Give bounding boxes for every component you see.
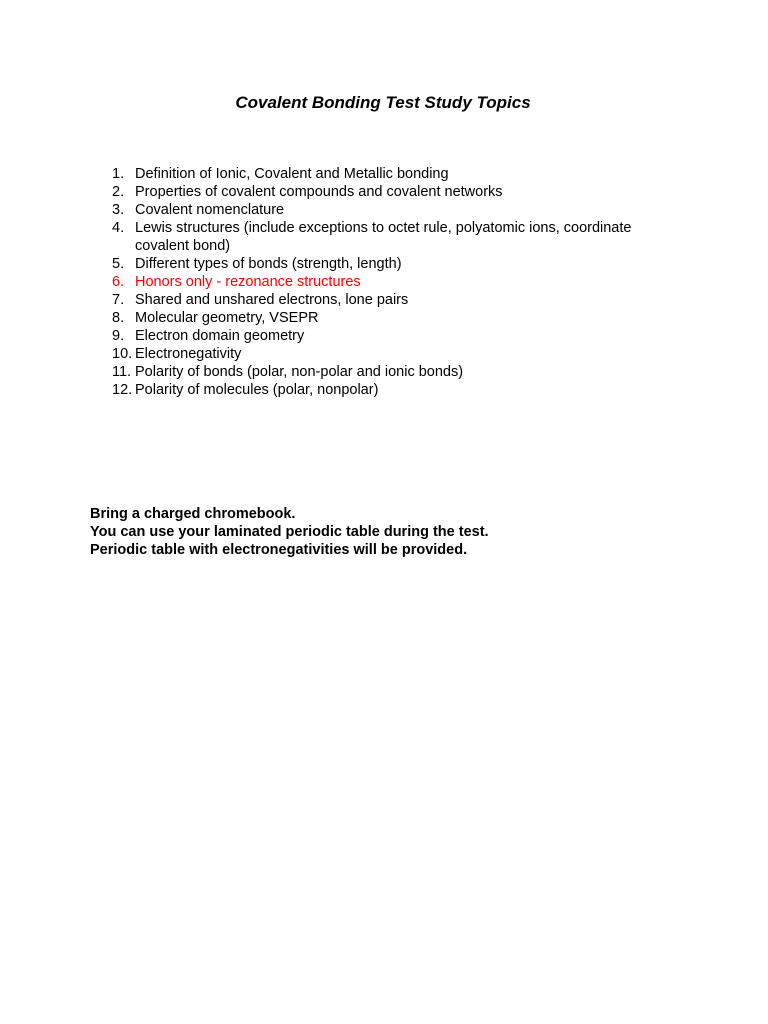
note-chromebook: Bring a charged chromebook. bbox=[90, 506, 296, 522]
list-item bbox=[112, 219, 672, 255]
list-item-text: Shared and unshared electrons, lone pairs bbox=[135, 292, 409, 308]
list-item-number: 7. bbox=[112, 292, 125, 308]
list-item-text: Different types of bonds (strength, length) bbox=[135, 256, 402, 272]
list-item-number: 1. bbox=[112, 166, 125, 182]
study-topics-list bbox=[112, 165, 672, 399]
list-item-number: 5. bbox=[112, 256, 125, 272]
test-notes bbox=[90, 505, 710, 559]
list-item-number: 11. bbox=[112, 364, 132, 380]
list-item bbox=[112, 165, 672, 183]
list-item bbox=[112, 363, 672, 381]
list-item bbox=[112, 327, 672, 345]
list-item-number: 4. bbox=[112, 220, 125, 236]
list-item-number: 12. bbox=[112, 382, 133, 398]
list-item-text: Polarity of bonds (polar, non-polar and ionic bonds) bbox=[135, 364, 464, 380]
list-item-number: 9. bbox=[112, 328, 125, 344]
list-item bbox=[112, 255, 672, 273]
list-item bbox=[112, 381, 672, 399]
list-item-text: Covalent nomenclature bbox=[135, 202, 285, 218]
list-item bbox=[112, 183, 672, 201]
list-item-number: 3. bbox=[112, 202, 125, 218]
list-item-text: Molecular geometry, VSEPR bbox=[135, 310, 319, 326]
note-electronegativity-table: Periodic table with electronegativities will be provided. bbox=[90, 542, 468, 558]
document-title: Covalent Bonding Test Study Topics bbox=[235, 93, 531, 112]
list-item-number: 6. bbox=[112, 274, 125, 290]
list-item-text: Lewis structures (include exceptions to octet rule, polyatomic ions, coordinate covalent bond) bbox=[135, 220, 632, 254]
list-item-text: Definition of Ionic, Covalent and Metallic bonding bbox=[135, 166, 449, 182]
list-item bbox=[112, 345, 672, 363]
list-item-number: 8. bbox=[112, 310, 125, 326]
list-item-text: Electron domain geometry bbox=[135, 328, 305, 344]
list-item-text: Properties of covalent compounds and covalent networks bbox=[135, 184, 503, 200]
list-item-text: Honors only - rezonance structures bbox=[135, 274, 361, 290]
list-item-number: 2. bbox=[112, 184, 125, 200]
list-item-text: Polarity of molecules (polar, nonpolar) bbox=[135, 382, 379, 398]
list-item bbox=[112, 309, 672, 327]
list-item-honors bbox=[112, 273, 672, 291]
list-item bbox=[112, 291, 672, 309]
note-laminated-table: You can use your laminated periodic table during the test. bbox=[90, 524, 489, 540]
list-item-number: 10. bbox=[112, 346, 133, 362]
list-item-text: Electronegativity bbox=[135, 346, 242, 362]
list-item bbox=[112, 201, 672, 219]
